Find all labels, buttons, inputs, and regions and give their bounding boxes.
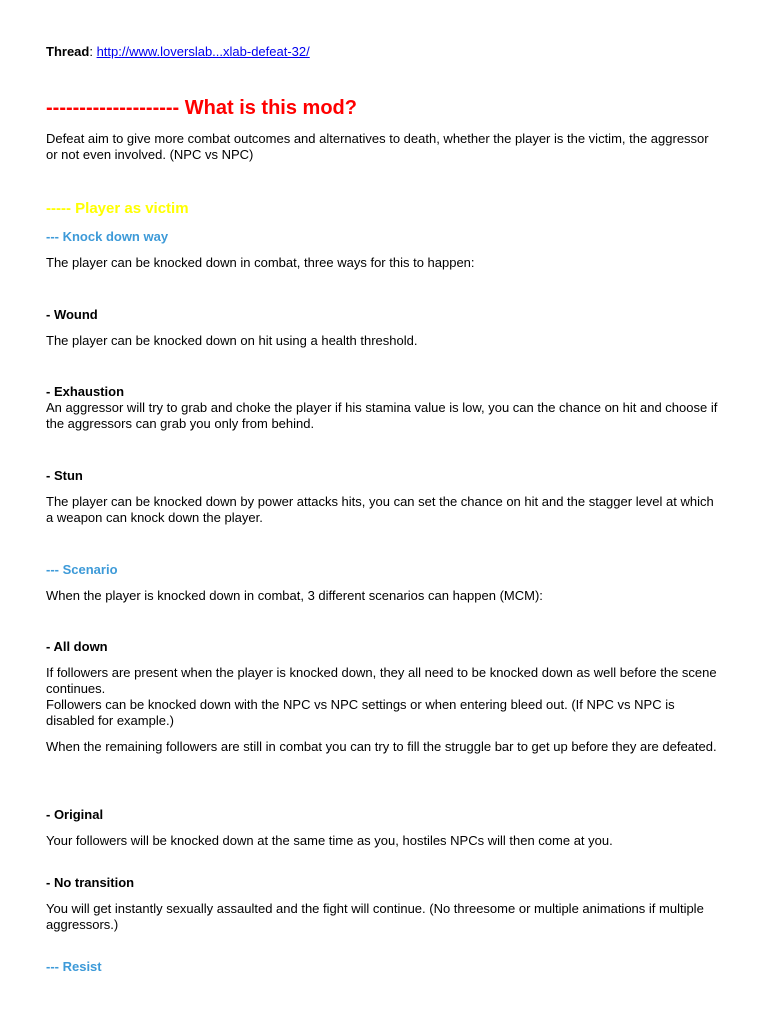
thread-label: Thread [46, 44, 90, 59]
all-down-text-1: If followers are present when the player is knocked down, they all need to be knocked down as well before the scene continues. [46, 665, 717, 696]
heading-what-is-this-mod: -------------------- What is this mod? [46, 97, 357, 119]
no-transition-text: You will get instantly sexually assaulted and the fight will continue. (No threesome or multiple animations if multiple aggressors.) [46, 901, 704, 932]
wound-text: The player can be knocked down on hit using a health threshold. [46, 333, 418, 348]
heading-knock-down-way: --- Knock down way [46, 229, 169, 244]
thread-line [46, 44, 722, 60]
intro-paragraph: Defeat aim to give more combat outcomes and alternatives to death, whether the player is the victim, the aggressor or not even involved. (NPC vs NPC) [46, 131, 709, 162]
stun-text: The player can be knocked down by power attacks hits, you can set the chance on hit and the stagger level at which a weapon can knock down the player. [46, 494, 714, 525]
no-transition-title: - No transition [46, 875, 135, 890]
heading-resist: --- Resist [46, 959, 102, 974]
original-text: Your followers will be knocked down at the same time as you, hostiles NPCs will then come at you. [46, 833, 613, 848]
scenario-intro-paragraph: When the player is knocked down in combat, 3 different scenarios can happen (MCM): [46, 588, 543, 603]
heading-player-as-victim: ----- Player as victim [46, 200, 189, 217]
stun-title: - Stun [46, 468, 83, 483]
knock-intro-paragraph: The player can be knocked down in combat, three ways for this to happen: [46, 255, 475, 270]
original-title: - Original [46, 807, 104, 822]
thread-link[interactable]: http://www.loverslab...xlab-defeat-32/ [96, 44, 310, 59]
all-down-text-2: Followers can be knocked down with the NPC vs NPC settings or when entering bleed out. (If NPC vs NPC is disabled for example.) [46, 697, 675, 728]
all-down-text-3: When the remaining followers are still in combat you can try to fill the struggle bar to get up before they are defeated. [46, 739, 717, 754]
wound-title: - Wound [46, 307, 98, 322]
exhaustion-text: An aggressor will try to grab and choke the player if his stamina value is low, you can the chance on hit and choose if the aggressors can grab you only from behind. [46, 400, 718, 431]
thread-separator: : [89, 44, 97, 59]
all-down-title: - All down [46, 639, 108, 654]
exhaustion-title: - Exhaustion [46, 384, 125, 399]
heading-scenario: --- Scenario [46, 562, 118, 577]
